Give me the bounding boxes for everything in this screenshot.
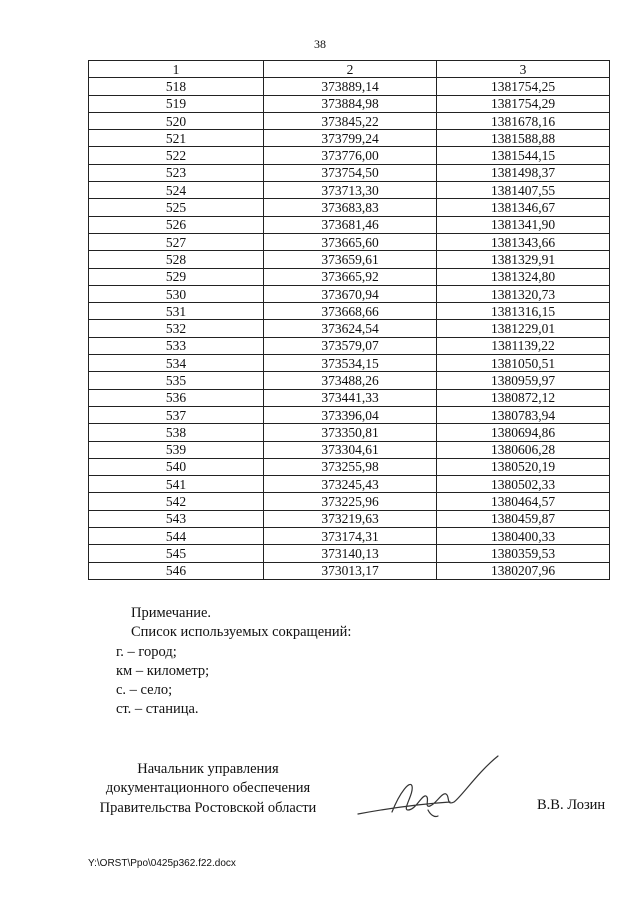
table-cell: 534: [89, 355, 264, 372]
page-number: 38: [314, 37, 326, 51]
table-cell: 545: [89, 545, 264, 562]
table-cell: 1381588,88: [437, 130, 610, 147]
table-row: [89, 216, 610, 233]
table-cell: 542: [89, 493, 264, 510]
table-cell: 1380459,87: [437, 510, 610, 527]
table-cell: 373713,30: [264, 182, 437, 199]
table-cell: 530: [89, 285, 264, 302]
signatory-title-line: Начальник управления: [137, 761, 279, 777]
signatory-title-line: документационного обеспечения: [105, 780, 311, 797]
abbreviation-item: с. – село;: [116, 682, 173, 699]
table-cell: 1380959,97: [437, 372, 610, 389]
table-row: [89, 372, 610, 389]
table-cell: 540: [89, 458, 264, 475]
table-cell: 546: [89, 562, 264, 579]
signatory-name: В.В. Лозин: [537, 797, 606, 813]
table-cell: 538: [89, 424, 264, 441]
table-cell: 1381678,16: [437, 112, 610, 129]
table-header-row: [89, 61, 610, 78]
table-row: [89, 441, 610, 458]
table-cell: 373845,22: [264, 112, 437, 129]
table-cell: 1381329,91: [437, 251, 610, 268]
table-cell: 1381754,29: [437, 95, 610, 112]
table-cell: 373579,07: [264, 337, 437, 354]
table-row: [89, 424, 610, 441]
table-row: [89, 251, 610, 268]
table-cell: 1380464,57: [437, 493, 610, 510]
table-row: [89, 562, 610, 579]
table-cell: 1380694,86: [437, 424, 610, 441]
table-cell: 539: [89, 441, 264, 458]
table-cell: 373754,50: [264, 164, 437, 181]
table-row: [89, 389, 610, 406]
table-row: [89, 268, 610, 285]
table-cell: 521: [89, 130, 264, 147]
table-cell: 533: [89, 337, 264, 354]
table-cell: 1381754,25: [437, 78, 610, 95]
table-row: [89, 233, 610, 250]
table-cell: 1381320,73: [437, 285, 610, 302]
table-cell: 373396,04: [264, 406, 437, 423]
table-cell: 1380359,53: [437, 545, 610, 562]
table-row: [89, 112, 610, 129]
table-cell: 1381324,80: [437, 268, 610, 285]
coordinates-table: [88, 60, 610, 580]
table-cell: 373488,26: [264, 372, 437, 389]
table-row: [89, 285, 610, 302]
table-cell: 529: [89, 268, 264, 285]
table-cell: 518: [89, 78, 264, 95]
table-row: [89, 78, 610, 95]
file-path: Y:\ORST\Ppo\0425p362.f22.docx: [88, 858, 236, 869]
table-cell: 1381139,22: [437, 337, 610, 354]
table-body: [89, 78, 610, 580]
table-cell: 525: [89, 199, 264, 216]
table-cell: 1381544,15: [437, 147, 610, 164]
table-cell: 1381498,37: [437, 164, 610, 181]
table-cell: 373665,92: [264, 268, 437, 285]
table-cell: 1381341,90: [437, 216, 610, 233]
table-cell: 373670,94: [264, 285, 437, 302]
table-cell: 527: [89, 233, 264, 250]
table-row: [89, 510, 610, 527]
table-cell: 1380207,96: [437, 562, 610, 579]
table-cell: 1380783,94: [437, 406, 610, 423]
table-cell: 544: [89, 528, 264, 545]
table-row: [89, 164, 610, 181]
column-header: 1: [89, 61, 264, 78]
table-cell: 523: [89, 164, 264, 181]
table-cell: 524: [89, 182, 264, 199]
table-cell: 519: [89, 95, 264, 112]
table-cell: 1381343,66: [437, 233, 610, 250]
table-row: [89, 95, 610, 112]
signatory-title: [88, 760, 328, 818]
table-row: [89, 130, 610, 147]
table-row: [89, 303, 610, 320]
table-row: [89, 355, 610, 372]
column-header: 3: [437, 61, 610, 78]
table-cell: 536: [89, 389, 264, 406]
table-cell: 1381229,01: [437, 320, 610, 337]
table-cell: 526: [89, 216, 264, 233]
table-cell: 522: [89, 147, 264, 164]
abbreviation-item: ст. – станица.: [116, 701, 199, 718]
table-cell: 373140,13: [264, 545, 437, 562]
table-cell: 532: [89, 320, 264, 337]
table-cell: 373255,98: [264, 458, 437, 475]
table-cell: 373681,46: [264, 216, 437, 233]
table-row: [89, 320, 610, 337]
table-cell: 373799,24: [264, 130, 437, 147]
table-cell: 373624,54: [264, 320, 437, 337]
table-cell: 1381407,55: [437, 182, 610, 199]
table-cell: 1381346,67: [437, 199, 610, 216]
table-cell: 373534,15: [264, 355, 437, 372]
table-cell: 373665,60: [264, 233, 437, 250]
table-cell: 531: [89, 303, 264, 320]
table-cell: 373219,63: [264, 510, 437, 527]
table-cell: 543: [89, 510, 264, 527]
table-cell: 1381050,51: [437, 355, 610, 372]
table-row: [89, 182, 610, 199]
table-row: [89, 493, 610, 510]
table-cell: 373889,14: [264, 78, 437, 95]
table-row: [89, 147, 610, 164]
note-intro: Список используемых сокращений:: [131, 624, 352, 641]
table-cell: 373683,83: [264, 199, 437, 216]
table-row: [89, 337, 610, 354]
table-row: [89, 528, 610, 545]
handwritten-signature: [350, 752, 510, 832]
table-cell: 373225,96: [264, 493, 437, 510]
table-cell: 528: [89, 251, 264, 268]
table-cell: 373668,66: [264, 303, 437, 320]
table-row: [89, 406, 610, 423]
table-cell: 373304,61: [264, 441, 437, 458]
table-row: [89, 458, 610, 475]
table-cell: 520: [89, 112, 264, 129]
table-cell: 373245,43: [264, 476, 437, 493]
abbreviation-item: км – километр;: [116, 662, 210, 679]
table-cell: 1380606,28: [437, 441, 610, 458]
signatory-title-line: Правительства Ростовской области: [99, 799, 317, 816]
table-cell: 1380400,33: [437, 528, 610, 545]
table-cell: 373659,61: [264, 251, 437, 268]
table-cell: 1380502,33: [437, 476, 610, 493]
table-cell: 537: [89, 406, 264, 423]
table-cell: 373013,17: [264, 562, 437, 579]
table-cell: 373174,31: [264, 528, 437, 545]
table-cell: 1381316,15: [437, 303, 610, 320]
table-row: [89, 476, 610, 493]
table-cell: 373776,00: [264, 147, 437, 164]
note-title: Примечание.: [131, 605, 212, 621]
note-section: [116, 604, 352, 720]
table-row: [89, 545, 610, 562]
table-cell: 373884,98: [264, 95, 437, 112]
table-cell: 373441,33: [264, 389, 437, 406]
abbreviation-item: г. – город;: [116, 643, 177, 660]
table-cell: 1380872,12: [437, 389, 610, 406]
table-row: [89, 199, 610, 216]
column-header: 2: [264, 61, 437, 78]
table-cell: 535: [89, 372, 264, 389]
table-cell: 1380520,19: [437, 458, 610, 475]
table-cell: 541: [89, 476, 264, 493]
table-cell: 373350,81: [264, 424, 437, 441]
